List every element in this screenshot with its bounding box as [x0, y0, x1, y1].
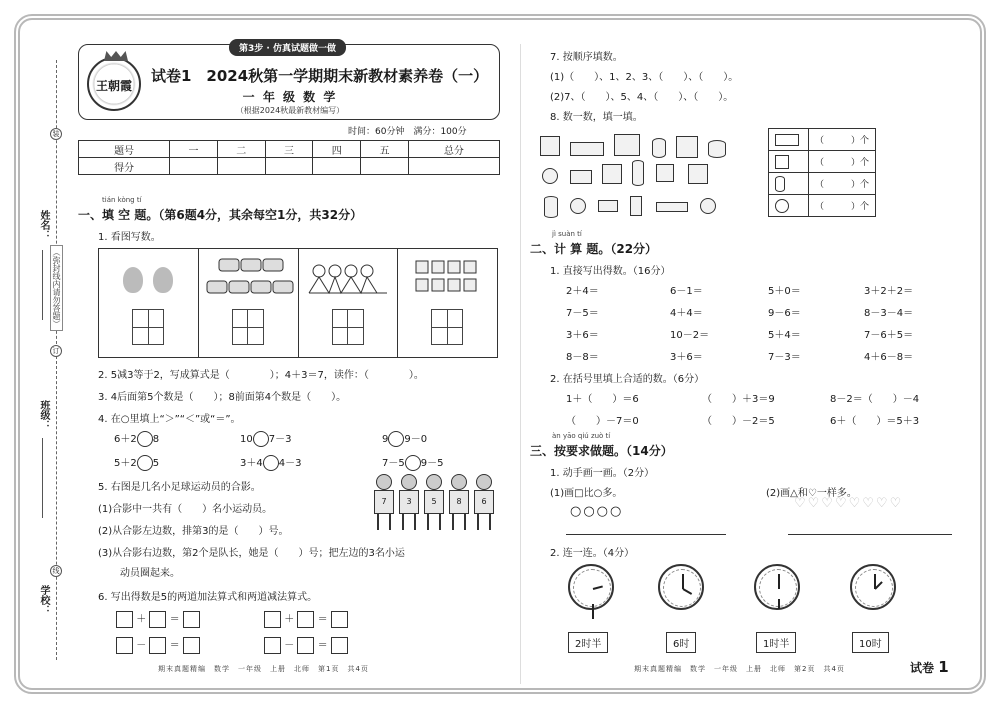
score-cell: 一: [170, 141, 218, 158]
blank-box[interactable]: [183, 611, 200, 628]
sphere-shape: [570, 198, 586, 214]
calc-item: 4＋4＝: [670, 308, 703, 319]
count-answer[interactable]: （ ）个: [809, 151, 876, 173]
score-label: 得分: [79, 158, 170, 175]
calc-item: 3＋6＝: [566, 330, 599, 341]
seal-mark-1: 装: [50, 128, 62, 140]
exam-title: 试卷1 2024秋第一学期期末新教材素养卷（一）: [151, 67, 489, 85]
count-row: [769, 129, 876, 151]
question-1: 1. 看图写数。: [98, 232, 161, 243]
picture-cell-triangles: [299, 249, 399, 357]
seal-mark-2: 订: [50, 345, 62, 357]
score-cell: 三: [265, 141, 313, 158]
section2-pinyin: jì suàn tí: [552, 230, 582, 238]
drawing-line[interactable]: [566, 534, 726, 535]
subtraction-equation: － ＝: [264, 636, 348, 654]
score-cell: 总分: [408, 141, 499, 158]
calc-item: 7－6＋5＝: [864, 330, 914, 341]
blank-box[interactable]: [264, 611, 281, 628]
section2-question-2: 2. 在括号里填上合适的数。（6分）: [550, 374, 705, 385]
time-label-box[interactable]: 2时半: [568, 632, 608, 653]
seal-text: 王朝霞: [95, 79, 132, 93]
sphere-shape: [700, 198, 716, 214]
cylinder-shape: [708, 140, 726, 158]
count-row: [769, 195, 876, 217]
sphere-shape: [542, 168, 558, 184]
answer-grid-box[interactable]: [232, 309, 264, 345]
triangle-icons: [301, 257, 399, 307]
score-header-row: [79, 141, 500, 158]
hour-hand: [778, 599, 780, 609]
hour-hand: [683, 588, 693, 595]
calc-item: 5＋4＝: [768, 330, 801, 341]
compare-item: 9 9－0: [382, 430, 427, 447]
school-label: 学校：: [38, 585, 49, 615]
question-8: 8. 数一数，填一填。: [550, 112, 643, 123]
hour-hand: [593, 585, 603, 590]
left-column: [78, 44, 508, 684]
seal-mark-3: 线: [50, 565, 62, 577]
picture-count-panel: [98, 248, 498, 358]
compare-item: 3＋4 4－3: [240, 454, 301, 471]
score-value-row: [79, 158, 500, 175]
cuboid-icon: [775, 134, 799, 146]
time-label-box[interactable]: 6时: [666, 632, 696, 653]
pear-icon: [123, 267, 143, 293]
blank-box[interactable]: [116, 637, 133, 654]
question-5: 5. 右图是几名小足球运动员的合影。: [98, 482, 261, 493]
compare-item: 7－5 9－5: [382, 454, 443, 471]
section3-question-2: 2. 连一连。（4分）: [550, 548, 635, 559]
score-cell: 题号: [79, 141, 170, 158]
compare-item: 6＋2 8: [114, 430, 159, 447]
calc-item: 3＋2＋2＝: [864, 286, 914, 297]
compare-item: 5＋2 5: [114, 454, 159, 471]
exam-subtitle: 一 年 级 数 学: [242, 90, 338, 104]
section3-pinyin: àn yāo qiú zuò tí: [552, 432, 611, 440]
picture-cell-cubes: [398, 249, 497, 357]
player-figure: 8: [449, 474, 469, 534]
question-7-2: (2)7、（ ）、5、4、（ ）、（ ）。: [550, 92, 734, 103]
count-answer[interactable]: （ ）个: [809, 129, 876, 151]
player-figure: 7: [374, 474, 394, 534]
cube-shape: [602, 164, 622, 184]
cuboid-shape: [656, 202, 688, 212]
section1-pinyin: tián kòng tí: [102, 196, 142, 204]
fill-item: （ ）－2＝5: [702, 416, 775, 427]
question-5-2: (2)从合影左边数，排第3的是（ ）号。: [98, 526, 289, 537]
compare-circle[interactable]: [137, 455, 153, 471]
compare-circle[interactable]: [405, 455, 421, 471]
soccer-players-photo: [374, 474, 498, 542]
picture-cell-pears: [99, 249, 199, 357]
blank-box[interactable]: [149, 611, 166, 628]
count-row: [769, 151, 876, 173]
question-5-1: (1)合影中一共有（ ）名小运动员。: [98, 504, 273, 515]
score-cell: 五: [361, 141, 409, 158]
question-7: 7. 按顺序填数。: [550, 52, 623, 63]
cuboid-shape: [614, 134, 640, 156]
count-table: [768, 128, 876, 217]
time-label-box[interactable]: 1时半: [756, 632, 796, 653]
section3-question-1-2: (2)画△和♡一样多。: [766, 488, 857, 499]
minute-hand: [592, 604, 594, 619]
clock-face: [754, 564, 800, 610]
count-row: [769, 173, 876, 195]
calc-item: 7－3＝: [768, 352, 801, 363]
player-figure: 5: [424, 474, 444, 534]
score-input[interactable]: [361, 158, 409, 175]
clock-face: [850, 564, 896, 610]
time-label-box[interactable]: 10时: [852, 632, 889, 653]
fill-item: （ ）＋3＝9: [702, 394, 775, 405]
answer-grid-box[interactable]: [132, 309, 164, 345]
blank-box[interactable]: [331, 611, 348, 628]
class-underline: [42, 438, 43, 518]
blank-box[interactable]: [297, 611, 314, 628]
compare-item: 10 7－3: [240, 430, 291, 447]
section1-title: 一、填 空 题。（第6题4分，其余每空1分，共32分）: [78, 208, 363, 222]
blank-box[interactable]: [116, 611, 133, 628]
paper-tag: 试卷 1: [910, 658, 949, 676]
seal-line-note: （弥封线内请勿答题）: [50, 245, 63, 331]
player-figure: 3: [399, 474, 419, 534]
cube-shape: [656, 164, 674, 182]
footer-right: 期末真题精编 数学 一年级 上册 北师 第2页 共4页: [634, 665, 845, 673]
cuboid-shape: [598, 200, 618, 212]
pear-icon: [153, 267, 173, 293]
question-5-3: (3)从合影右边数，第2个是队长，她是（ ）号；把左边的3名小运: [98, 548, 405, 559]
fill-item: （ ）－7＝0: [566, 416, 639, 427]
question-4: 4. 在○里填上“＞”“＜”或“＝”。: [98, 414, 241, 425]
fill-item: 6＋（ ）＝5＋3: [830, 416, 920, 427]
score-cell: 二: [217, 141, 265, 158]
minute-hand: [682, 574, 684, 589]
score-input[interactable]: [265, 158, 313, 175]
cube-shape: [688, 164, 708, 184]
blank-box[interactable]: [331, 637, 348, 654]
score-cell: 四: [313, 141, 361, 158]
section3-question-1-1: (1)画□比○多。: [550, 488, 623, 499]
cube-icon: [775, 155, 789, 169]
compare-circle[interactable]: [263, 455, 279, 471]
cylinder-shape: [632, 160, 644, 186]
compare-circle[interactable]: [137, 431, 153, 447]
calc-item: 9－6＝: [768, 308, 801, 319]
column-divider: [520, 44, 521, 684]
crown-icon: [104, 51, 128, 61]
footer-left: 期末真题精编 数学 一年级 上册 北师 第1页 共4页: [158, 665, 369, 673]
sphere-icon: [775, 199, 789, 213]
question-5-3-cont: 动员圈起来。: [120, 568, 180, 579]
blank-box[interactable]: [183, 637, 200, 654]
answer-grid-box[interactable]: [332, 309, 364, 345]
question-6: 6. 写出得数是5的两道加法算式和两道减法算式。: [98, 592, 318, 603]
score-input[interactable]: [313, 158, 361, 175]
hearts-row: ♡♡♡♡♡♡♡♡: [794, 496, 904, 511]
cube-shape: [540, 136, 560, 156]
addition-equation: ＋ ＝: [116, 610, 200, 628]
question-7-1: (1)（ ）、1、2、3、（ ）、（ ）。: [550, 72, 739, 83]
time-score-info: 时间：60分钟 满分：100分: [348, 127, 467, 137]
blank-box[interactable]: [264, 637, 281, 654]
question-3: 3. 4后面第5个数是（ ）；8前面第4个数是（ ）。: [98, 392, 347, 403]
compare-circle[interactable]: [388, 431, 404, 447]
calc-item: 8－8＝: [566, 352, 599, 363]
step-tab: 第3步 · 仿真试题做一做: [229, 39, 346, 56]
section2-title: 二、计 算 题。（22分）: [530, 242, 658, 256]
calc-item: 6－1＝: [670, 286, 703, 297]
calc-item: 3＋6＝: [670, 352, 703, 363]
calc-item: 4＋6－8＝: [864, 352, 914, 363]
addition-equation: ＋ ＝: [264, 610, 348, 628]
class-label: 班级：: [38, 400, 49, 430]
count-answer[interactable]: （ ）个: [809, 173, 876, 195]
section2-question-1: 1. 直接写出得数。（16分）: [550, 266, 671, 277]
question-2: 2. 5减3等于2，写成算式是（ ）；4＋3＝7，读作：（ ）。: [98, 370, 424, 381]
clock-face: [568, 564, 614, 610]
score-table: [78, 140, 500, 175]
compare-circle[interactable]: [253, 431, 269, 447]
cylinder-shape: [544, 196, 558, 218]
drawing-line[interactable]: [788, 534, 952, 535]
cuboid-shape: [630, 196, 642, 216]
blank-box[interactable]: [297, 637, 314, 654]
score-input[interactable]: [170, 158, 218, 175]
cylinder-shape: [652, 138, 666, 158]
calc-item: 8－3－4＝: [864, 308, 914, 319]
minute-hand: [778, 574, 780, 589]
name-underline: [42, 250, 43, 320]
score-input[interactable]: [217, 158, 265, 175]
exam-header: [78, 44, 500, 120]
calc-item: 7－5＝: [566, 308, 599, 319]
picture-cell-cars: [199, 249, 299, 357]
calc-item: 2＋4＝: [566, 286, 599, 297]
name-label: 姓名：: [38, 210, 49, 240]
car-icons: [201, 253, 299, 303]
section3-question-1: 1. 动手画一画。（2分）: [550, 468, 655, 479]
player-figure: 6: [474, 474, 494, 534]
cylinder-icon: [775, 176, 785, 192]
solid-shapes-picture: [540, 134, 730, 224]
exam-note: （根据2024秋最新教材编写）: [235, 106, 345, 115]
circles-row: ○○○○: [570, 504, 624, 519]
clock-face: [658, 564, 704, 610]
cube-icons: [412, 257, 510, 307]
cuboid-shape: [570, 142, 604, 156]
right-column: [530, 44, 970, 684]
section3-title: 三、按要求做题。（14分）: [530, 444, 673, 458]
fill-item: 1＋（ ）＝6: [566, 394, 639, 405]
calc-item: 10－2＝: [670, 330, 710, 341]
calc-item: 5＋0＝: [768, 286, 801, 297]
cuboid-shape: [570, 170, 592, 184]
fill-item: 8－2＝（ ）－4: [830, 394, 920, 405]
blank-box[interactable]: [149, 637, 166, 654]
count-answer[interactable]: （ ）个: [809, 195, 876, 217]
score-input[interactable]: [408, 158, 499, 175]
subtraction-equation: － ＝: [116, 636, 200, 654]
cube-shape: [676, 136, 698, 158]
answer-grid-box[interactable]: [431, 309, 463, 345]
